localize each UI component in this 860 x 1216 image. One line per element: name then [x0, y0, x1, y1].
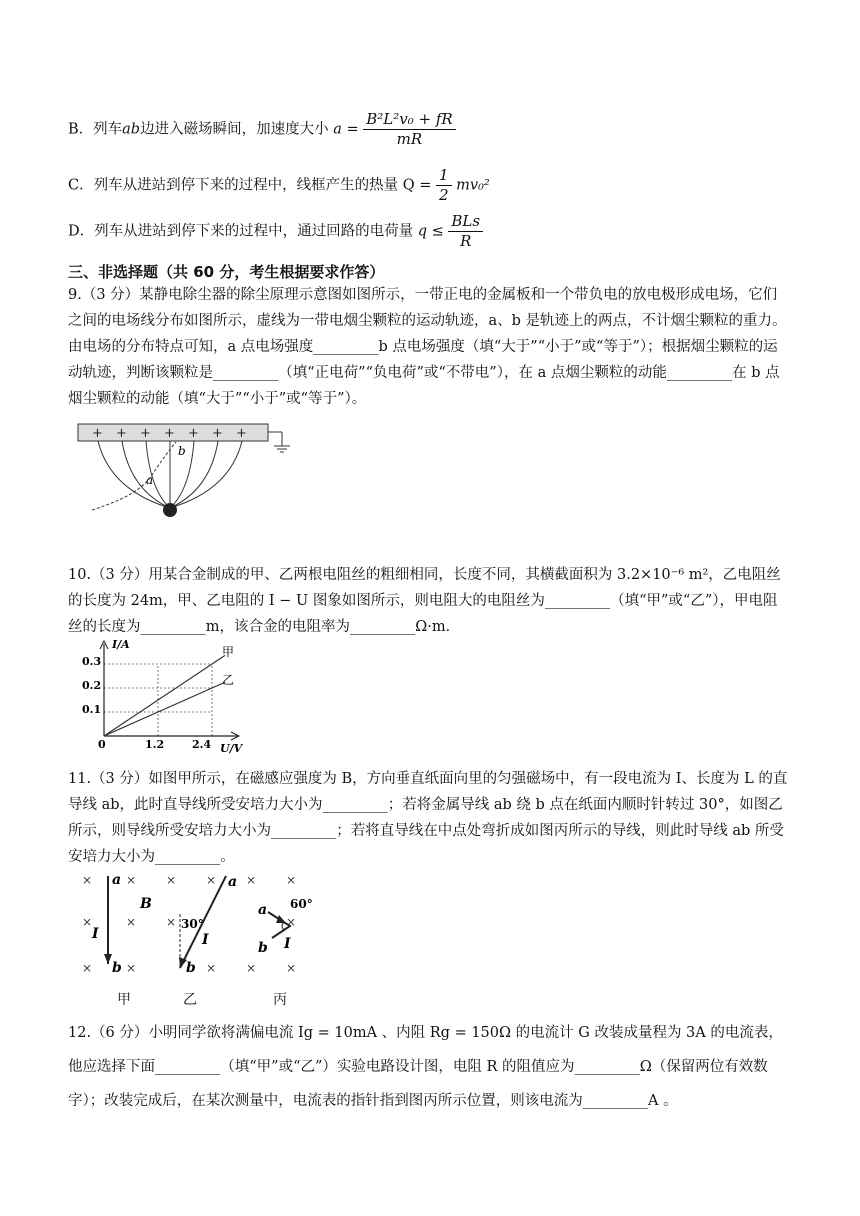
current-label: I [202, 932, 209, 948]
option-b-text: B．列车 [68, 121, 123, 138]
current-arrow-icon [276, 915, 286, 923]
plus-sign: + [92, 426, 103, 441]
plus-sign: + [188, 426, 199, 441]
cross-icon: × [246, 961, 257, 975]
option-b-fraction [363, 112, 455, 147]
x-axis-label: U/V [220, 742, 243, 755]
current-arrow-icon [104, 954, 112, 964]
series-jia-label: 甲 [222, 645, 235, 659]
cross-icon: × [82, 873, 93, 887]
point-a-label: a [146, 473, 154, 487]
cross-icon: × [206, 961, 217, 975]
option-b-var: ab [122, 121, 141, 138]
question-11-text: 11.（3 分）如图甲所示，在磁感应强度为 B，方向垂直纸面向里的匀强磁场中，有一段电流为 I、长度为 L 的直导线 ab，此时直导线所受安培力大小为_________；若将金属导线 ab 绕 b 点在纸面内顺时针转过 30°，如图乙所示，则导线所受安培力大小为_________；若将直导线在中点处弯折成如图丙所示的导线，则此时导线 ab 所受安培力大小为_________。 [68, 771, 788, 865]
y-axis-label: I/A [112, 638, 130, 651]
cross-icon: × [82, 915, 93, 929]
option-b-text2: 边进入磁场瞬间，加速度大小 [140, 121, 329, 138]
option-d-fraction [448, 214, 483, 249]
electrostatic-precipitator-figure [70, 420, 295, 520]
plus-sign: + [212, 426, 223, 441]
wire-yi-a-label: a [228, 874, 238, 890]
caption-yi: 乙 [183, 992, 197, 1008]
section-heading: 三、非选择题（共 60 分，考生根据要求作答） [68, 263, 385, 281]
current-label: I [284, 936, 291, 952]
option-d-text: D．列车从进站到停下来的过程中，通过回路的电荷量 [68, 223, 414, 240]
cross-icon: × [206, 873, 217, 887]
option-b-lhs: a = [333, 121, 359, 138]
option-d-denominator: R [460, 232, 472, 250]
y-tick-label: 0.2 [82, 679, 102, 692]
wire-jia-a-label: a [112, 872, 122, 888]
plus-sign: + [140, 426, 151, 441]
x-tick-label: 2.4 [192, 738, 212, 751]
series-yi-line [104, 682, 225, 736]
field-b-label: B [140, 896, 152, 912]
cross-icon: × [166, 873, 177, 887]
option-c-denominator: 2 [438, 186, 449, 204]
option-c-text: C．列车从进站到停下来的过程中，线框产生的热量 [68, 177, 399, 194]
y-tick-label: 0.3 [82, 655, 102, 668]
cross-icon: × [286, 915, 297, 929]
cross-icon: × [126, 961, 137, 975]
wire-bing-a-label: a [258, 902, 268, 918]
option-b-numerator: B²L²v₀ + fR [363, 112, 455, 130]
cross-icon: × [126, 915, 137, 929]
plus-sign: + [116, 426, 127, 441]
angle-60-label: 60° [290, 897, 313, 911]
option-b-denominator: mR [396, 130, 423, 148]
wire-bing-b-label: b [258, 940, 268, 956]
x-tick-label: 1.2 [145, 738, 165, 751]
option-c-rhs: mv₀² [456, 177, 490, 194]
option-b [68, 112, 456, 147]
current-label: I [92, 926, 99, 942]
option-c-lhs: Q = [402, 177, 432, 194]
magnetic-field-figures [78, 868, 313, 980]
plus-sign: + [164, 426, 175, 441]
ground-symbol-icon [268, 432, 290, 452]
angle-30-label: 30° [181, 917, 204, 931]
option-c [68, 168, 490, 203]
series-jia-line [104, 655, 225, 736]
discharge-electrode [163, 503, 177, 517]
angle-arc [282, 922, 284, 930]
question-12-text: 12.（6 分）小明同学欲将满偏电流 Ig = 10mA 、内阻 Rg = 150Ω 的电流计 G 改装成量程为 3A 的电流表，他应选择下面_________（填“甲”或“乙”）实验电路设计图，电阻 R 的阻值应为_________Ω（保留两位有效数字）；改装完成后，在某次测量中，电流表的指针指到图丙所示位置，则该电流为_________A 。 [68, 1025, 783, 1109]
cross-icon: × [286, 873, 297, 887]
wire-jia-b-label: b [112, 960, 122, 976]
cross-icon: × [126, 873, 137, 887]
option-c-fraction [436, 168, 452, 203]
option-d-numerator: BLs [448, 214, 483, 232]
cross-icon: × [286, 961, 297, 975]
option-c-numerator: 1 [436, 168, 452, 186]
option-d [68, 214, 483, 249]
field-lines [98, 441, 242, 508]
caption-jia: 甲 [117, 992, 131, 1008]
question-10-text: 10.（3 分）用某合金制成的甲、乙两根电阻丝的粗细相同，长度不同，其横截面积为 3.2×10⁻⁶ m²，乙电阻丝的长度为 24m，甲、乙电阻的 I − U 图象如图所示，则电阻大的电阻丝为_________（填“甲”或“乙”），甲电阻丝的长度为_________m，该合金的电阻率为_________Ω·m． [68, 567, 781, 635]
point-b-label: b [178, 444, 186, 458]
cross-icon: × [82, 961, 93, 975]
caption-bing: 丙 [273, 992, 287, 1008]
iu-chart [78, 636, 253, 754]
question-9-text: 9.（3 分）某静电除尘器的除尘原理示意图如图所示，一带正电的金属板和一个带负电的放电极形成电场，它们之间的电场线分布如图所示，虚线为一带电烟尘颗粒的运动轨迹，a、b 是轨迹上的两点，不计烟尘颗粒的重力。由电场的分布特点可知，a 点电场强度_________b 点电场强度（填“大于”“小于”或“等于”）；根据烟尘颗粒的运动轨迹，判断该颗粒是_________（填“正电荷”“负电荷”或“不带电”），在 a 点烟尘颗粒的动能_________在 b 点烟尘颗粒的动能（填“大于”“小于”或“等于”）。 [68, 287, 787, 407]
cross-icon: × [166, 915, 177, 929]
cross-icon: × [246, 873, 257, 887]
origin-label: 0 [98, 738, 106, 751]
y-tick-label: 0.1 [82, 703, 102, 716]
series-yi-label: 乙 [222, 673, 235, 687]
plus-sign: + [236, 426, 247, 441]
wire-yi-b-label: b [186, 960, 196, 976]
option-d-lhs: q ≤ [417, 223, 444, 240]
